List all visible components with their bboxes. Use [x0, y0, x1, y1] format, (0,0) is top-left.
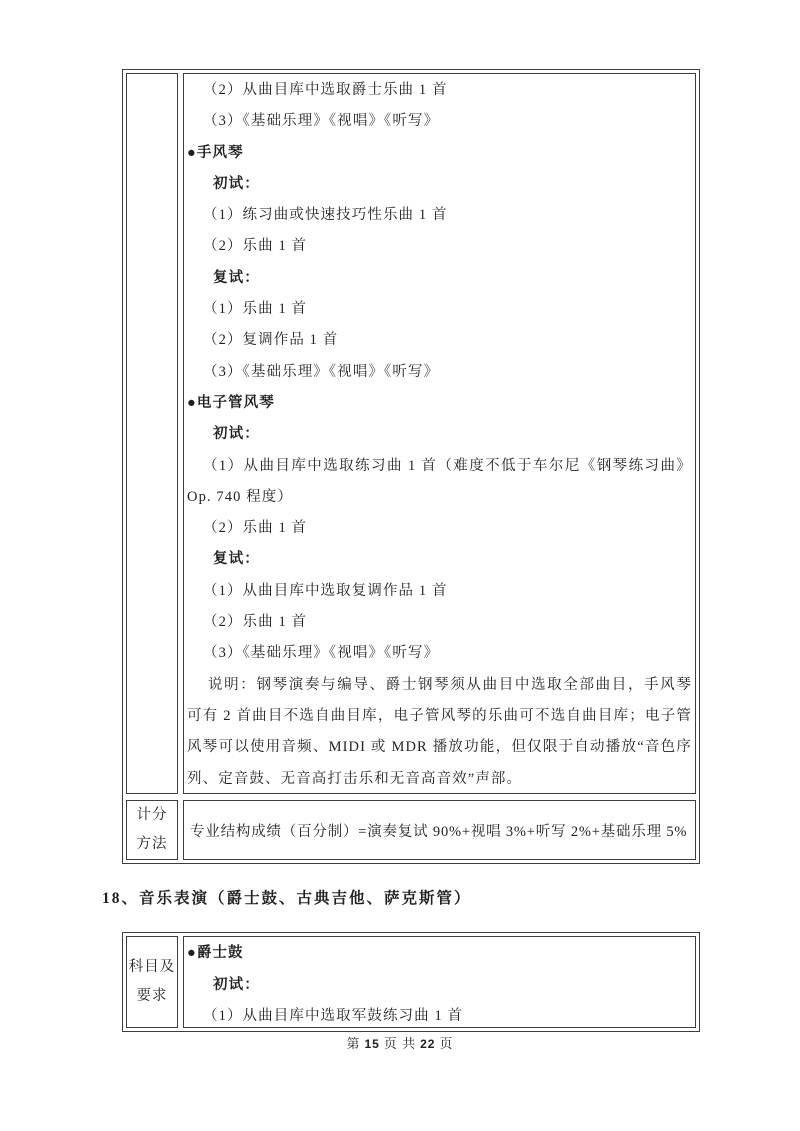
footer-prefix: 第: [346, 1036, 361, 1051]
text-line: 复试：: [213, 269, 260, 286]
text-line: 初试：: [213, 426, 260, 443]
text-line: ●电子管风琴: [187, 394, 275, 411]
text-line: 要求: [136, 988, 168, 1004]
text-line: ●手风琴: [187, 144, 244, 161]
subjects-row: [126, 73, 696, 794]
footer-page-number: 15: [364, 1037, 380, 1051]
page-footer: [0, 1033, 800, 1052]
text-line: （3）《基础乐理》《视唱》《听写》: [203, 645, 440, 662]
text-line: 计分: [136, 807, 168, 823]
text-line: 复试：: [213, 551, 260, 568]
scoring-formula-text: 专业结构成绩（百分制）=演奏复试 90%+视唱 3%+听写 2%+基础乐理 5%: [190, 823, 688, 840]
text-line: （2）从曲目库中选取爵士乐曲 1 首: [203, 82, 448, 98]
text-line: （1）乐曲 1 首: [203, 301, 308, 318]
text-line: （1）练习曲或快速技巧性乐曲 1 首: [203, 207, 448, 224]
text-line: （2）乐曲 1 首: [203, 614, 308, 631]
text-line: Op. 740 程度）: [187, 488, 293, 505]
text-line: （1）从曲目库中选取复调作品 1 首: [203, 582, 448, 599]
scoring-method-header-cell: [126, 800, 178, 860]
text-line: 可有 2 首曲目不选自曲目库，电子管风琴的乐曲可不选自曲目库；电子管: [187, 707, 692, 724]
footer-suffix: 页: [439, 1036, 454, 1051]
subjects-header-cell-empty: [126, 73, 178, 794]
footer-mid: 页 共: [383, 1036, 417, 1051]
text-line: （2）乐曲 1 首: [203, 520, 308, 537]
section-18-subjects-header-cell: [126, 936, 178, 1028]
text-line: 说明：钢琴演奏与编导、爵士钢琴须从曲目中选取全部曲目，手风琴: [208, 676, 692, 693]
text-line: （1）从曲目库中选取练习曲 1 首（难度不低于车尔尼《钢琴练习曲》: [203, 457, 692, 474]
scoring-method-row: [126, 800, 696, 860]
text-line: （2）复调作品 1 首: [203, 332, 339, 349]
text-line: （3）《基础乐理》《视唱》《听写》: [203, 363, 440, 380]
text-line: 科目及: [128, 959, 176, 975]
text-line: ●爵士鼓: [187, 945, 244, 961]
exam-requirements-table: [122, 69, 700, 864]
section-18-heading: 18、音乐表演（爵士鼓、古典吉他、萨克斯管）: [102, 890, 472, 907]
subjects-content-cell: [183, 73, 696, 794]
text-line: 初试：: [213, 976, 260, 993]
section-18-table: [122, 932, 700, 1032]
text-line: （1）从曲目库中选取军鼓练习曲 1 首: [203, 1008, 464, 1024]
text-line: （2）乐曲 1 首: [203, 238, 308, 255]
footer-total-pages: 22: [420, 1037, 436, 1051]
text-line: （3）《基础乐理》《视唱》《听写》: [203, 113, 440, 130]
section-18-content-cell: [183, 936, 696, 1028]
text-line: 风琴可以使用音频、MIDI 或 MDR 播放功能，但仅限于自动播放“音色序: [187, 739, 692, 756]
text-line: 初试：: [213, 175, 260, 192]
section-18-subjects-row: [126, 936, 696, 1028]
text-line: 列、定音鼓、无音高打击乐和无音高音效”声部。: [187, 770, 523, 787]
text-line: 方法: [136, 836, 168, 852]
scoring-method-content-cell: [183, 800, 696, 860]
